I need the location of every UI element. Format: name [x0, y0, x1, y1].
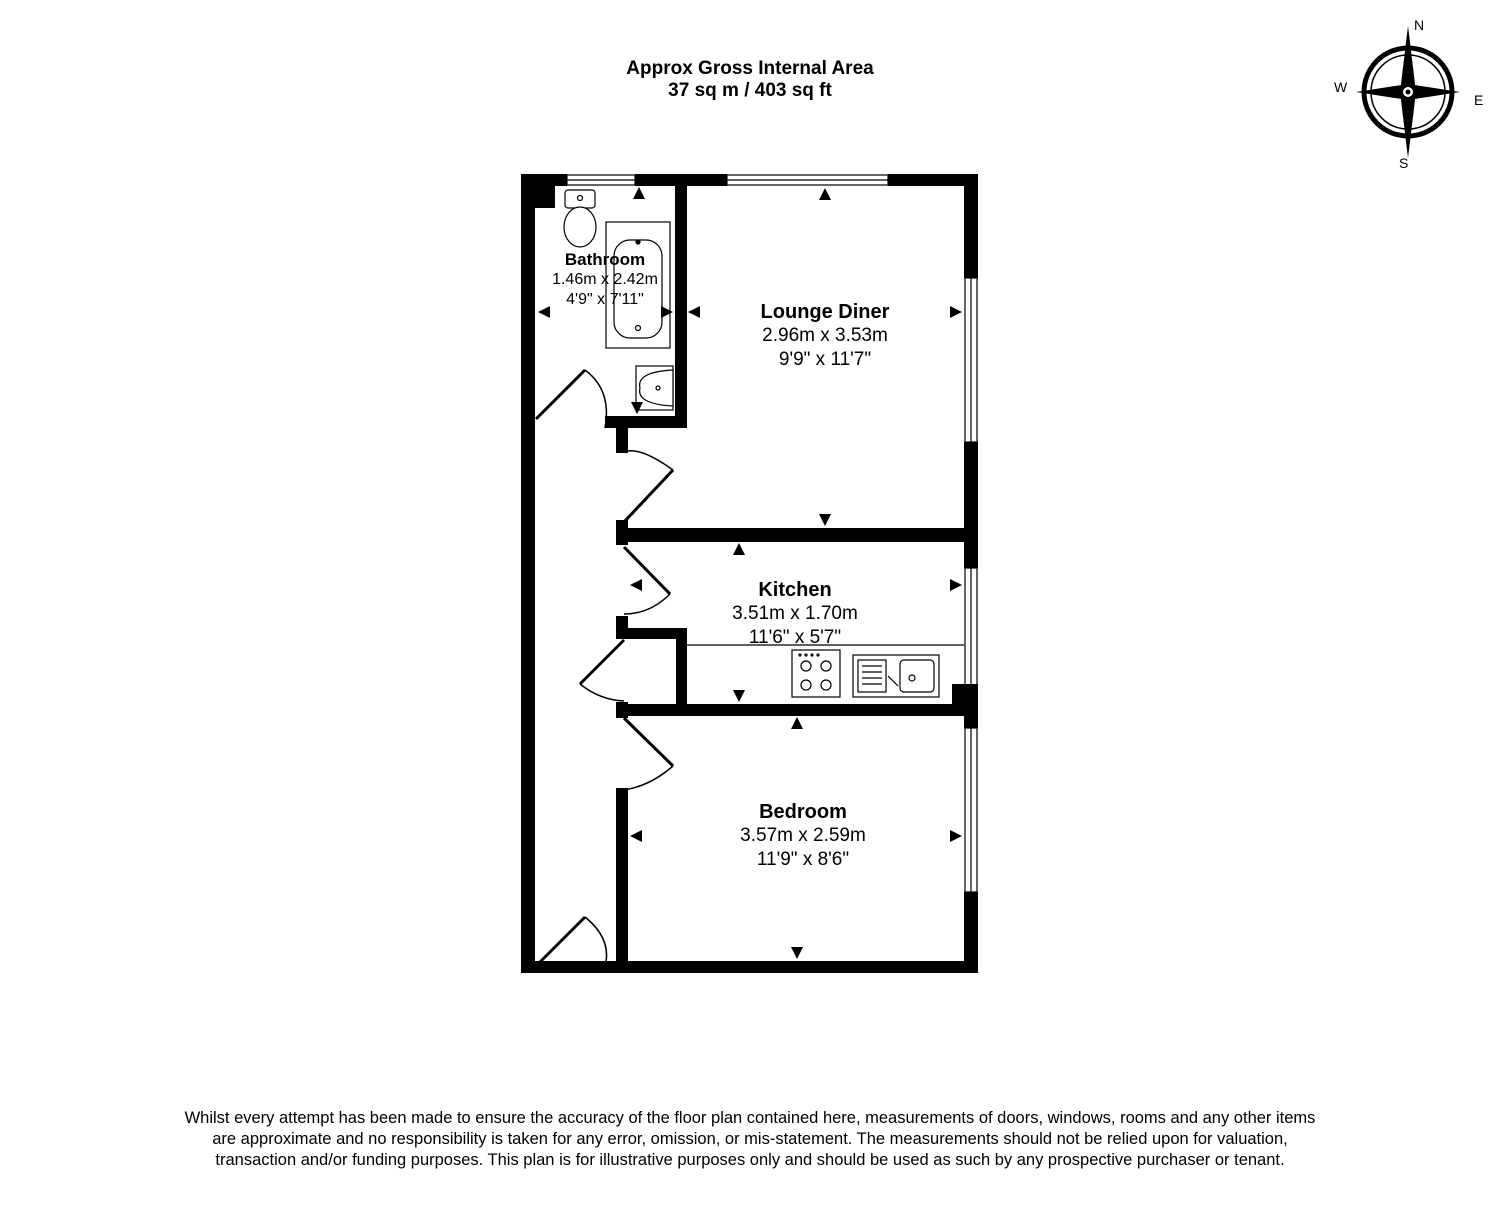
bedroom-metric: 3.57m x 2.59m [740, 825, 866, 846]
room-label-lounge-diner [700, 300, 950, 372]
kitchen-metric: 3.51m x 1.70m [732, 603, 858, 624]
bedroom-name: Bedroom [759, 801, 847, 823]
kitchen-name: Kitchen [758, 579, 832, 601]
lounge-diner-imperial: 9'9" x 11'7" [778, 349, 872, 370]
kitchen-imperial: 11'6" x 5'7" [748, 627, 842, 648]
compass-north: N [1414, 17, 1425, 33]
bathroom-name: Bathroom [564, 250, 646, 269]
compass-east: E [1474, 92, 1484, 108]
compass-south: S [1399, 155, 1409, 171]
room-label-kitchen [670, 578, 920, 650]
bathroom-metric: 1.46m x 2.42m [552, 271, 658, 288]
bathroom-imperial: 4'9" x 7'11" [566, 291, 644, 308]
toilet-icon [564, 190, 596, 247]
lounge-diner-metric: 2.96m x 3.53m [762, 325, 888, 346]
hob-icon [792, 650, 840, 697]
bedroom-imperial: 11'9" x 8'6" [756, 849, 850, 870]
area-value: 37 sq m / 403 sq ft [668, 80, 832, 101]
room-label-bathroom [535, 250, 675, 310]
sink-icon [853, 655, 939, 697]
doors [536, 370, 673, 966]
disclaimer-text: Whilst every attempt has been made to ensure the accuracy of the floor plan contained here, measurements of doors, windows, rooms and any other items are approximate and no responsibility is taken for any error, omission, or mis-statement. The measurements should not be relied upon for valuation, transaction and/or funding purposes. This plan is for illustrative purposes only and should be used as such by any prospective purchaser or tenant. [184, 1109, 1316, 1169]
compass-west: W [1334, 79, 1348, 95]
room-label-bedroom [678, 800, 928, 872]
area-title: Approx Gross Internal Area [626, 58, 874, 79]
lounge-diner-name: Lounge Diner [760, 301, 890, 323]
